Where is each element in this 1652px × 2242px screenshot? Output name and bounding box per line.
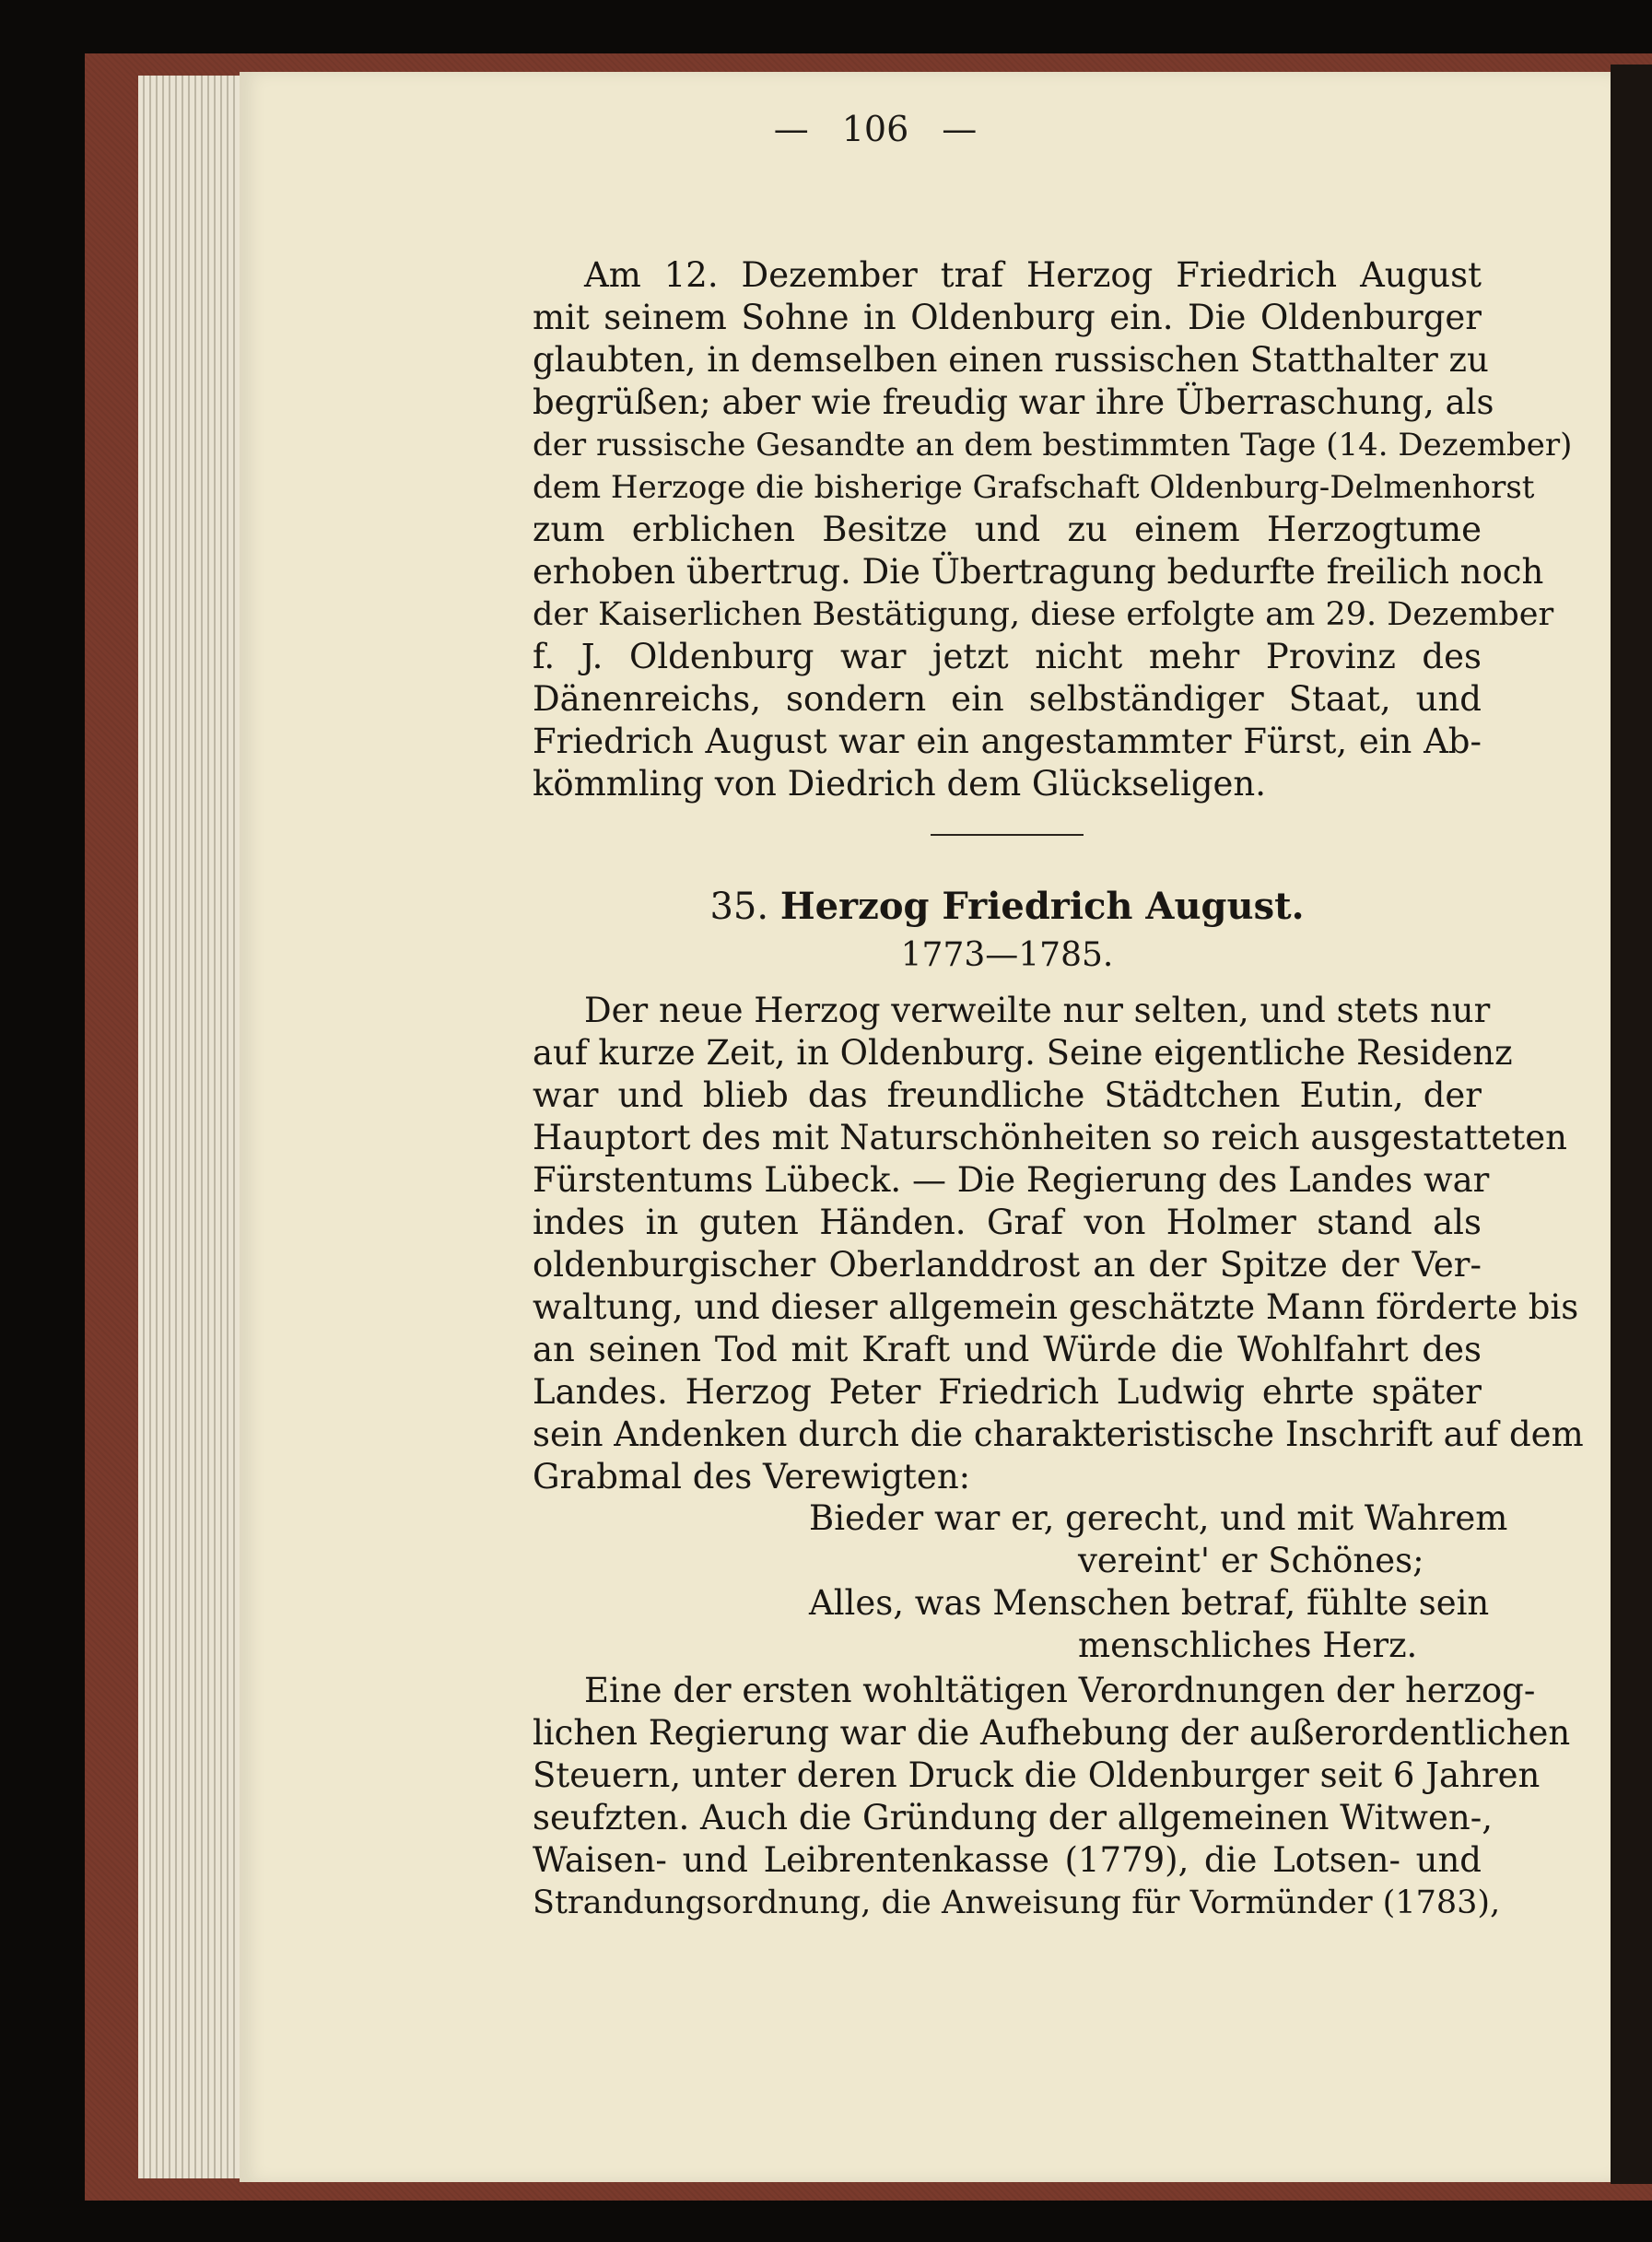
dash-right: — — [942, 109, 978, 149]
text-line: waltung, und dieser allgemein geschätzte Mann förderte bis — [533, 1287, 1579, 1327]
text-line: dem Herzoge die bisherige Grafschaft Oldenburg-Delmenhorst — [533, 469, 1535, 506]
section-title: Herzog Friedrich August. — [779, 885, 1305, 928]
text-line: f. J. Oldenburg war jetzt nicht mehr Provinz des — [533, 637, 1482, 676]
text-line: Der neue Herzog verweilte nur selten, und stets nur — [584, 991, 1491, 1030]
text-line: sein Andenken durch die charakteristische Inschrift auf dem — [533, 1414, 1584, 1454]
text-line: Dänenreichs, sondern ein selbständiger Staat, und — [533, 679, 1482, 719]
text-line: Friedrich August war ein angestammter Fürst, ein Ab- — [533, 722, 1482, 761]
text-line: Grabmal des Verewigten: — [533, 1457, 971, 1497]
page-number — [645, 109, 1106, 149]
text-line: mit seinem Sohne in Oldenburg ein. Die Oldenburger — [533, 298, 1482, 337]
section-dates: 1773—1785. — [900, 936, 1114, 974]
paragraph-3 — [533, 1670, 1571, 1924]
section-divider — [931, 834, 1084, 836]
text-line: Strandungsordnung, die Anweisung für Vormünder (1783), — [533, 1884, 1501, 1921]
text-line: kömmling von Diedrich dem Glückseligen. — [533, 764, 1267, 804]
text-line: Fürstentums Lübeck. — Die Regierung des Landes war — [533, 1160, 1490, 1200]
text-line: lichen Regierung war die Aufhebung der außerordentlichen — [533, 1713, 1571, 1753]
text-line: war und blieb das freundliche Städtchen Eutin, der — [533, 1075, 1482, 1115]
verse-line: vereint' er Schönes; — [1078, 1541, 1424, 1580]
text-line: oldenburgischer Oberlanddrost an der Spitze der Ver- — [533, 1245, 1482, 1285]
section-heading — [533, 885, 1482, 928]
text-line: Hauptort des mit Naturschönheiten so reich ausgestatteten — [533, 1118, 1567, 1157]
page-number-value: 106 — [841, 109, 909, 149]
text-line: Am 12. Dezember traf Herzog Friedrich August — [584, 255, 1482, 295]
text-line: der Kaiserlichen Bestätigung, diese erfolgte am 29. Dezember — [533, 596, 1554, 633]
text-line: seufzten. Auch die Gründung der allgemeinen Witwen-, — [533, 1798, 1493, 1837]
text-line: an seinen Tod mit Kraft und Würde die Wohlfahrt des — [533, 1330, 1482, 1369]
facing-page-edge — [1611, 65, 1652, 2184]
verse-line: Bieder war er, gerecht, und mit Wahrem — [809, 1498, 1508, 1538]
dash-left: — — [773, 109, 809, 149]
paragraph-2 — [533, 990, 1584, 1498]
text-line: Waisen- und Leibrentenkasse (1779), die Lotsen- und — [533, 1840, 1482, 1880]
text-line: Landes. Herzog Peter Friedrich Ludwig ehrte später — [533, 1372, 1482, 1412]
verse-line: menschliches Herz. — [1078, 1626, 1418, 1665]
text-line: zum erblichen Besitze und zu einem Herzogtume — [533, 510, 1482, 549]
text-line: Steuern, unter deren Druck die Oldenburger seit 6 Jahren — [533, 1755, 1541, 1795]
text-line: Eine der ersten wohltätigen Verordnungen der herzog- — [584, 1671, 1536, 1710]
section-number: 35. — [709, 886, 769, 928]
text-line: glaubten, in demselben einen russischen Statthalter zu — [533, 340, 1489, 380]
text-line: auf kurze Zeit, in Oldenburg. Seine eigentliche Residenz — [533, 1033, 1513, 1073]
text-line: indes in guten Händen. Graf von Holmer stand als — [533, 1203, 1482, 1242]
text-line: erhoben übertrug. Die Übertragung bedurfte freilich noch — [533, 552, 1544, 592]
text-line: der russische Gesandte an dem bestimmten Tage (14. Dezember) — [533, 427, 1573, 464]
paragraph-1 — [533, 254, 1573, 805]
text-line: begrüßen; aber wie freudig war ihre Überraschung, als — [533, 382, 1494, 422]
verse-line: Alles, was Menschen betraf, fühlte sein — [809, 1583, 1490, 1623]
